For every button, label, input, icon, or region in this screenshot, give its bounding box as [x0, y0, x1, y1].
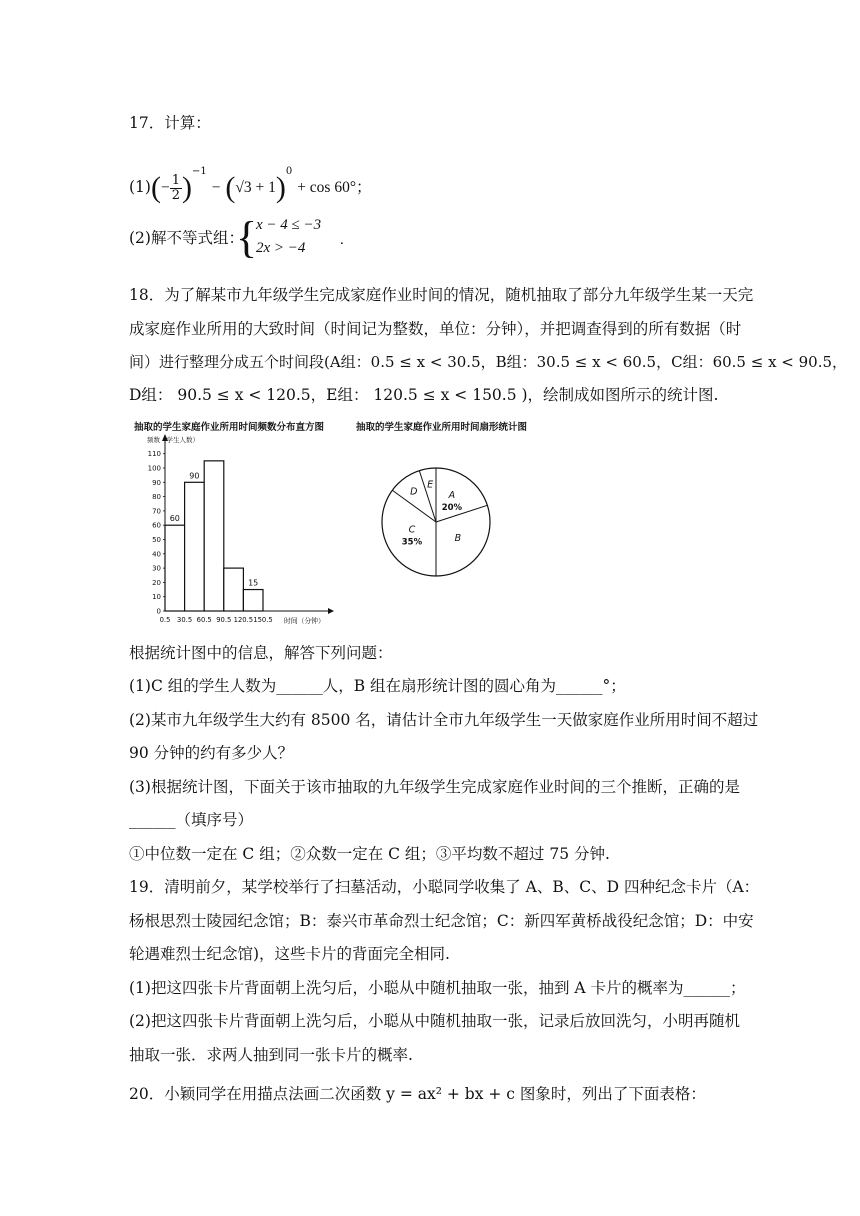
histogram-bar	[224, 568, 244, 611]
q19-line6: 抽取一张．求两人抽到同一张卡片的概率.	[129, 1046, 413, 1064]
y-tick-label: 100	[147, 464, 161, 473]
y-axis-label: 频数（学生人数）	[147, 436, 199, 444]
q19-line4: (1)把这四张卡片背面朝上洗匀后，小聪从中随机抽取一张，抽到 A 卡片的概率为______；	[129, 979, 746, 997]
pie-slice-label: E	[427, 479, 434, 491]
y-tick-label: 110	[147, 450, 161, 459]
pie-slice-percent: 35%	[401, 537, 423, 548]
histogram-bar	[243, 590, 263, 611]
q19-line2: 杨根思烈士陵园纪念馆；B：泰兴市革命烈士纪念馆；C：新四军黄桥战役纪念馆；D：中安	[129, 912, 754, 930]
x-tick-label: 30.5	[177, 616, 193, 624]
q18-sub2b: 90 分钟的约有多少人？	[129, 744, 294, 762]
q17-p1-label: (1)	[129, 178, 151, 196]
x-tick-label: 150.5	[253, 616, 273, 624]
y-tick-label: 30	[152, 564, 161, 573]
q18-sub2a: (2)某市九年级学生大约有 8500 名，请估计全市九年级学生一天做家庭作业所用时间不超过	[129, 711, 759, 729]
y-tick-label: 90	[152, 478, 161, 487]
q18-line1: 18．为了解某市九年级学生完成家庭作业时间的情况，随机抽取了部分九年级学生某一天完	[129, 286, 754, 304]
q18-line3: 间）进行整理分成五个时间段(A组：0.5 ≤ x < 30.5，B组：30.5 ≤ x < 60.5，C组：60.5 ≤ x < 90.5，	[129, 353, 848, 371]
period: .	[340, 232, 344, 248]
bar-data-label: 90	[189, 471, 200, 481]
inequality-2: 2x > −4	[256, 240, 306, 256]
q19-line1: 19．清明前夕，某学校举行了扫墓活动，小聪同学收集了 A、B、C、D 四种纪念卡片（A：	[129, 878, 760, 896]
q17-title: 17．计算：	[129, 114, 211, 132]
cos-term: + cos 60°；	[297, 179, 372, 196]
pie-slice-percent: 20%	[441, 503, 463, 514]
bar-data-label: 15	[248, 578, 259, 588]
minus-sign: −	[211, 179, 221, 196]
q18-sub1: (1)C 组的学生人数为______人，B 组在扇形统计图的圆心角为______°；	[129, 677, 626, 695]
pie-slice-label: D	[410, 486, 418, 498]
sqrt-expression: √3 + 1	[235, 179, 276, 196]
x-tick-label: 0.5	[159, 616, 171, 624]
exponent: −1	[192, 166, 207, 177]
histogram-title: 抽取的学生家庭作业所用时间频数分布直方图	[134, 422, 325, 433]
q19-line5: (2)把这四张卡片背面朝上洗匀后，小聪从中随机抽取一张，记录后放回洗匀，小明再随机	[129, 1012, 740, 1030]
q18-intro: 根据统计图中的信息，解答下列问题：	[129, 644, 393, 662]
q20-line1: 20．小颖同学在用描点法画二次函数 y = ax² + bx + c 图象时，列出了下面表格：	[129, 1085, 706, 1103]
fraction	[170, 174, 182, 203]
q18-sub3a: (3)根据统计图，下面关于该市抽取的九年级学生完成家庭作业时间的三个推断，正确的是	[129, 778, 740, 796]
x-axis-arrow	[328, 608, 334, 614]
y-tick-label: 80	[152, 493, 161, 502]
y-tick-label: 20	[152, 578, 161, 587]
brace-icon: {	[236, 213, 258, 262]
q19-line3: 轮遇难烈士纪念馆)，这些卡片的背面完全相同.	[129, 945, 450, 963]
y-tick-label: 10	[152, 593, 161, 602]
pie-title: 抽取的学生家庭作业所用时间扇形统计图	[356, 422, 528, 433]
histogram-bar	[165, 525, 185, 611]
y-tick-label: 70	[152, 507, 161, 516]
y-tick-label: 60	[152, 521, 161, 530]
x-tick-label: 120.5	[233, 616, 254, 624]
x-tick-label: 60.5	[196, 616, 212, 624]
y-tick-label: 50	[152, 536, 161, 544]
exponent-zero: 0	[285, 166, 293, 177]
histogram-bar	[204, 461, 224, 611]
inequality-1: x − 4 ≤ −3	[256, 217, 322, 233]
q18-line2: 成家庭作业所用的大致时间（时间记为整数，单位：分钟），并把调查得到的所有数据（时	[129, 320, 742, 338]
fraction-denominator: 2	[171, 187, 180, 203]
pie-slice-label: A	[448, 490, 456, 502]
histogram-chart	[128, 428, 348, 628]
x-tick-label: 90.5	[216, 616, 232, 624]
histogram-bar	[185, 482, 205, 611]
bar-data-label: 60	[169, 514, 180, 524]
y-tick-label: 40	[152, 550, 161, 559]
pie-slice-label: C	[408, 524, 416, 536]
q17-part2-label: (2)解不等式组：	[129, 229, 244, 247]
fraction-numerator: 1	[171, 172, 180, 188]
x-axis-label: 时间（分钟）	[284, 617, 325, 625]
pie-slice-label: B	[454, 532, 462, 544]
y-tick-label: 0	[156, 607, 161, 616]
q18-sub3c: ①中位数一定在 C 组；②众数一定在 C 组；③平均数不超过 75 分钟.	[129, 845, 610, 863]
q18-line4: D组： 90.5 ≤ x < 120.5，E组： 120.5 ≤ x < 150.5 )，绘制成如图所示的统计图.	[129, 386, 719, 404]
q18-sub3b: ______（填序号）	[129, 811, 254, 829]
q17-part1: (1)(− $\frac{1}{2}$ )$^{-1} - (√3 + 1)^0 + \cos 60^\circ$；	[129, 166, 372, 204]
pie-chart	[378, 464, 494, 580]
